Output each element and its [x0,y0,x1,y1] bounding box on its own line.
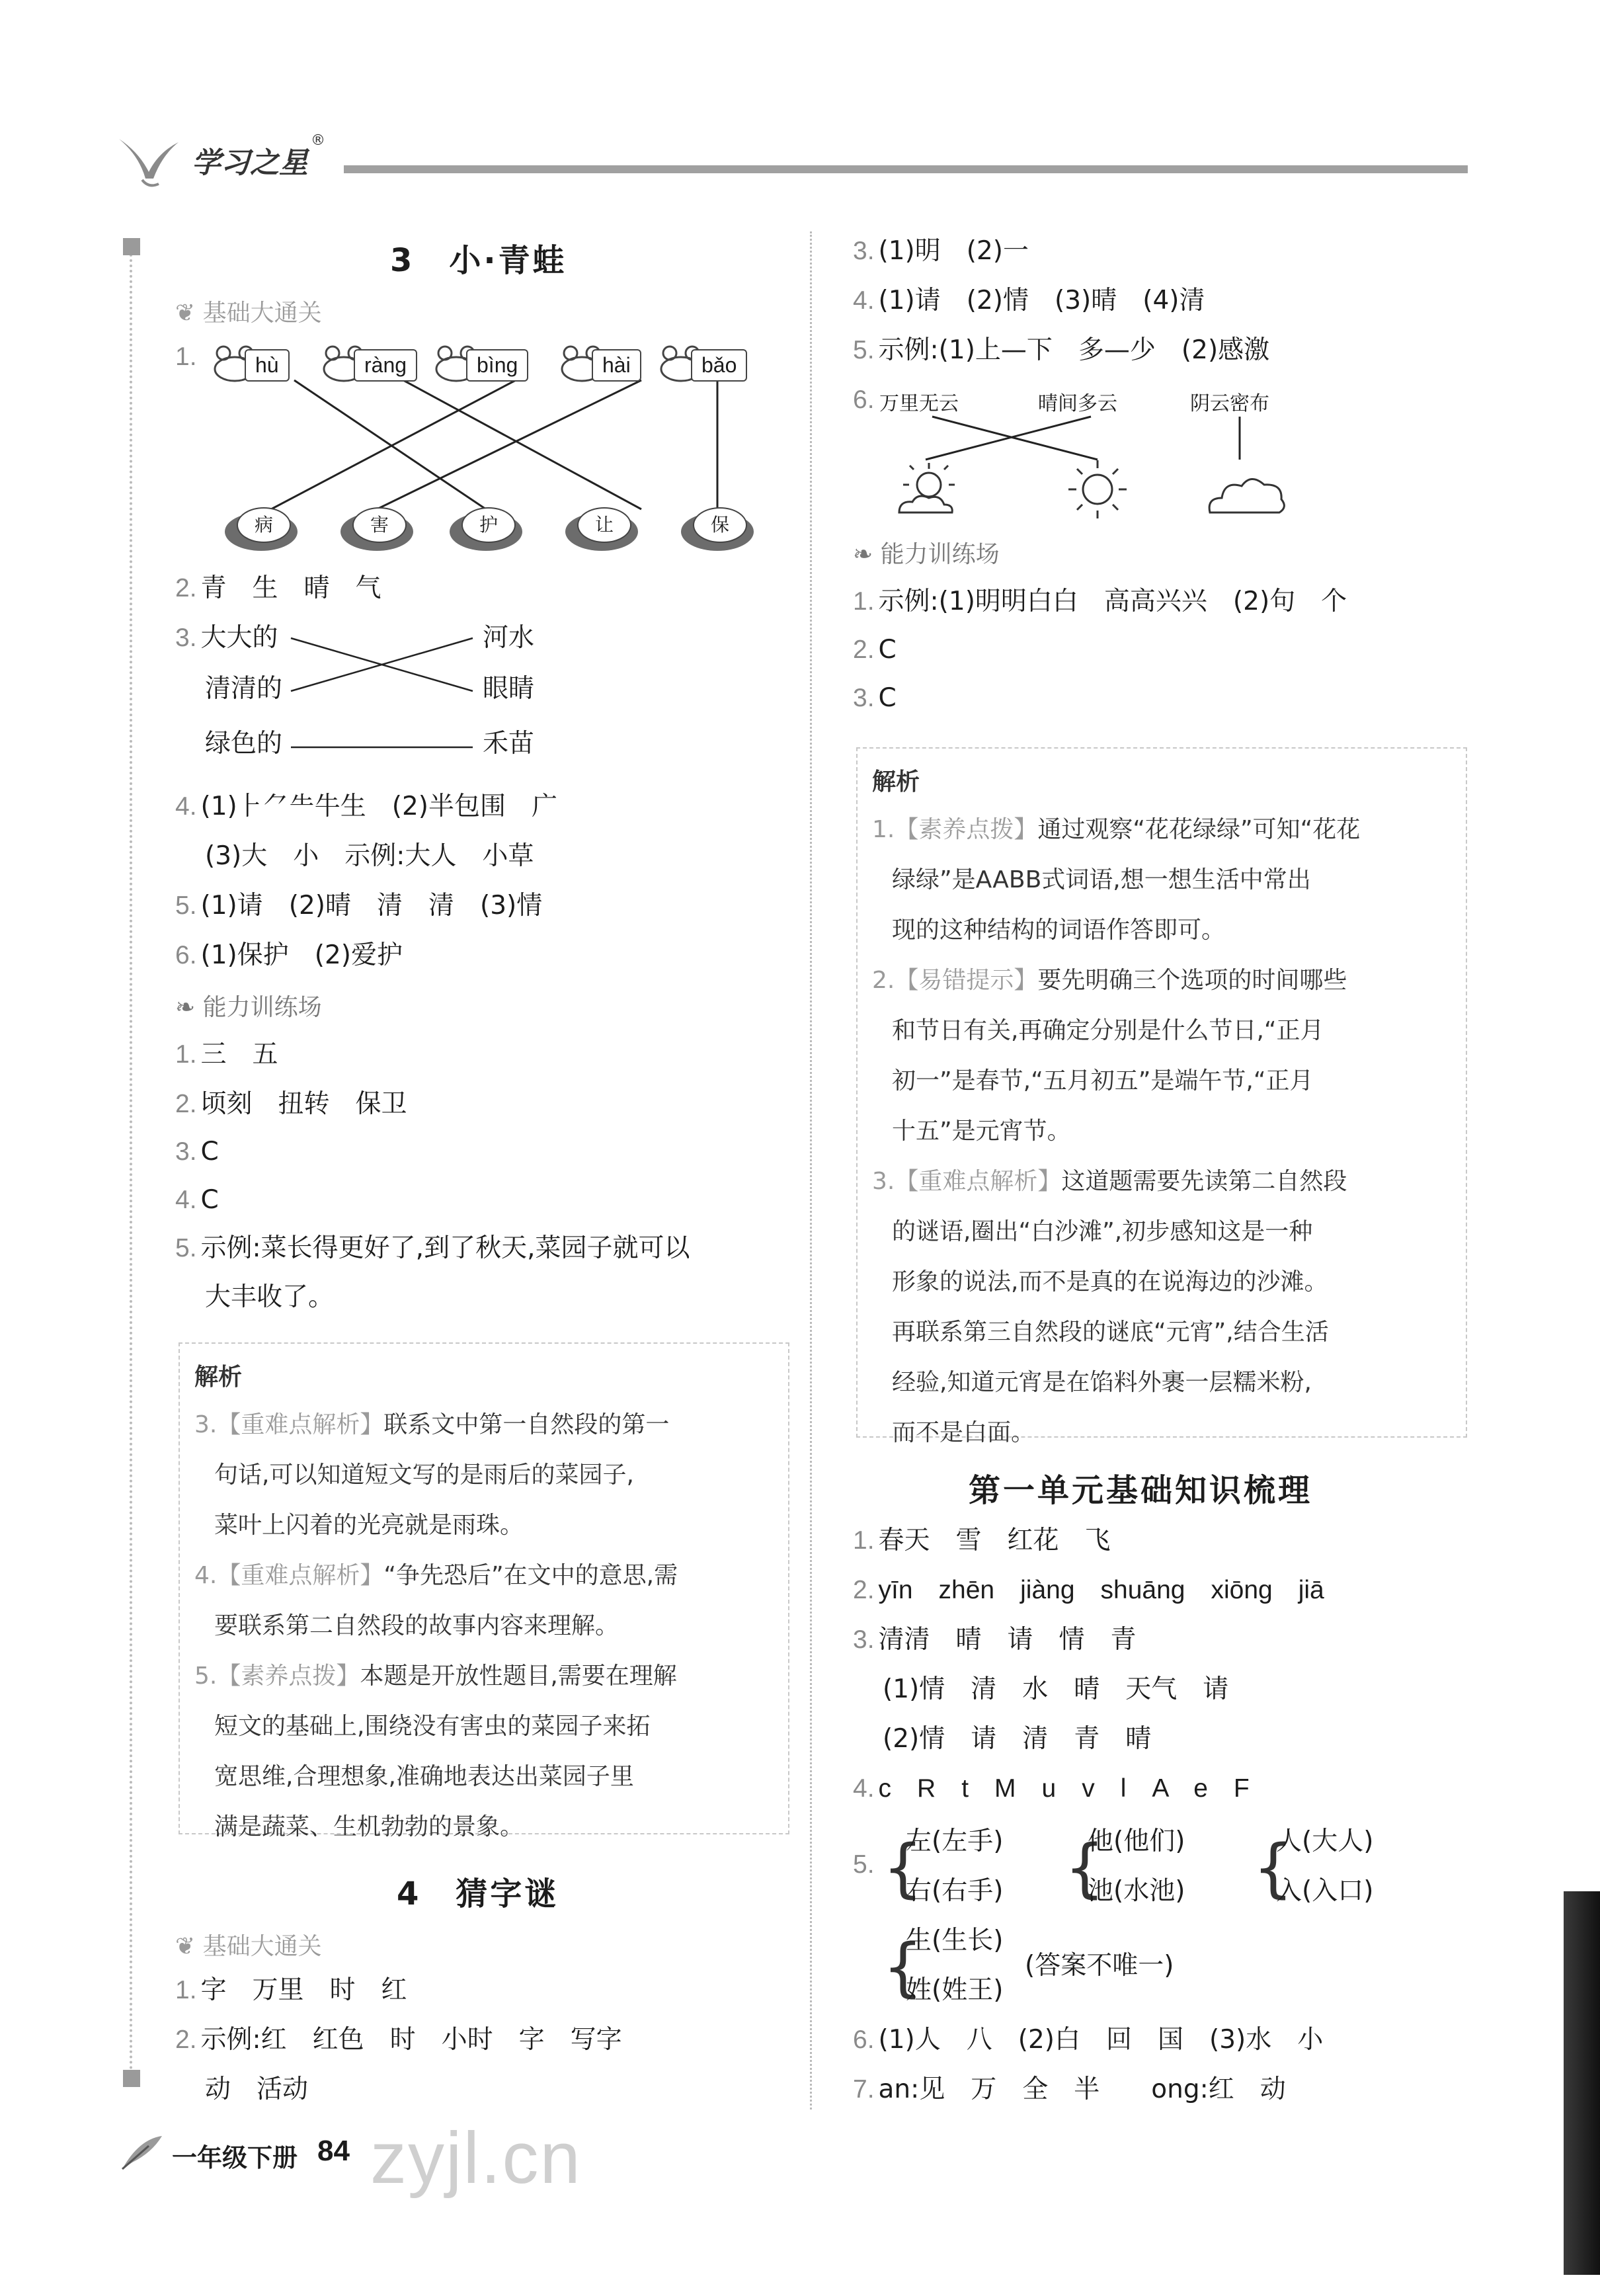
registered-mark: ® [311,132,325,149]
q2-answer: 2. 青 生 晴 气 [175,573,381,603]
section-4-title: 4 猜字谜 [397,1875,559,1912]
explanation-title: 解析 [872,768,920,796]
section-3-title: 3 小·青蛙 [390,242,567,279]
cloud-icon [1203,466,1289,519]
q4-answer-cont: (3)大 小 示例:大人 小草 [205,841,534,871]
q5-answer: 5. (1)请 (2)晴 清 清 (3)情 [175,891,543,921]
left-bar-cap-bottom [123,2070,140,2087]
header [112,119,1468,192]
u3-answer-1: (1)情 清 水 晴 天气 请 [883,1674,1229,1704]
q3-match-lines [284,628,483,760]
left-margin-bar [130,238,135,2076]
shell-icon: ❧ [853,541,881,568]
explanation-title: 解析 [194,1364,243,1391]
page-number: 84 [317,2135,350,2167]
lily-pad [450,512,522,551]
scan-shadow [1564,1891,1600,2275]
explanation-item: 1.【素养点拨】通过观察“花花绿绿”可知“花花 绿绿”是AABB式词语,想一想生活中常出 现的这种结构的词语作答即可。 2.【易错提示】要先明确三个选项的时间哪些 和节日有关,再确定分别是什么节日,“正月 初一”是春节,“五月初五”是端午节,“正月 十五”是元宵节。 3.【重难点解析】这道题需要先读第二自然段 的谜语,圈出“白沙滩”,初步感知这是一种 形象的说法,而不是真的在说海边的沙滩。 再联系第三自然段的谜底“元宵”,结合生活 经验,知道元宵是在馅料外裹一层糯米粉, 而不是白面。 [872,816,1361,1446]
feather-icon [119,2133,165,2172]
lily-pad [340,512,413,551]
u4-answer: 4. c R t M u v l A e F [853,1774,1250,1803]
u3-answer-2: (2)情 请 清 青 晴 [883,1724,1152,1754]
pinyin-card: hài [592,349,641,382]
a5-answer: 5. 示例:菜长得更好了,到了秋天,菜园子就可以 [175,1233,690,1263]
pinyin-card: bìng [466,349,528,382]
explanation-item: 3.【重难点解析】联系文中第一自然段的第一 句话,可以知道短文写的是雨后的菜园子, 菜叶上闪着的光亮就是雨珠。 4.【重难点解析】“争先恐后”在文中的意思,需 要联系第二自然段的故事内容来理解。 5.【素养点拨】本题是开放性题目,需要在理解 短文的基础上,围绕没有害虫的菜园子来拓 宽思维,合理想象,准确地表达出菜园子里 满是蔬菜、生机勃勃的景象。 [194,1411,678,1840]
brace-icon: { [883,1930,924,2004]
weather-label: 万里无云 [879,392,959,415]
lily-pad [681,512,754,551]
b1-answer: 1. 字 万里 时 红 [175,1975,407,2005]
r-a2-answer: 2. C [853,635,897,665]
grade-label: 一年级下册 [172,2143,298,2172]
char-on-pad: 保 [693,507,747,543]
r-q4-answer: 4. (1)请 (2)情 (3)晴 (4)清 [853,286,1205,315]
r-a1-answer: 1. 示例:(1)明明白白 高高兴兴 (2)句 个 [853,587,1347,616]
a3-answer: 3. C [175,1137,219,1167]
q3-number: 3. 大大的 [175,623,278,653]
pinyin-card: ràng [354,349,417,382]
a4-answer: 4. C [175,1185,219,1215]
shell-icon: ❧ [175,994,203,1021]
q3-right-2: 眼睛 [483,674,535,704]
r-q5-answer: 5. 示例:(1)上—下 多—少 (2)感激 [853,335,1270,365]
basic-heading-s3: ❦ 基础大通关 [175,300,322,327]
bird-logo-icon [112,126,185,192]
brace-icon: { [1253,1831,1294,1905]
q1-matching-diagram [205,337,800,555]
unit-review-title: 第一单元基础知识梳理 [969,1472,1313,1509]
footer [119,2116,714,2199]
partly-cloudy-icon [893,460,965,519]
q1-number: 1. [175,343,197,371]
explanation-box-right [856,747,1467,1446]
brace-icon: { [883,1831,924,1905]
char-on-pad: 害 [352,507,407,543]
a2-answer: 2. 顷刻 扭转 保卫 [175,1089,407,1119]
u7-answer: 7. an:见 万 全 半 ong:红 动 [853,2074,1286,2104]
r-a3-answer: 3. C [853,683,897,713]
b2-answer: 2. 示例:红 红色 时 小时 字 写字 [175,2025,622,2055]
u2-answer: 2. yīn zhēn jiàng shuāng xiōng jiā [853,1576,1324,1604]
header-rule [344,165,1468,173]
leaf-icon: ❦ [175,1933,203,1960]
char-on-pad: 病 [237,507,291,543]
brand-name: 学习之星 [192,146,308,180]
u6-answer: 6. (1)人 八 (2)白 回 国 (3)水 小 [853,2025,1324,2055]
char-on-pad: 护 [461,507,516,543]
basic-heading-s4: ❦ 基础大通关 [175,1933,322,1960]
q3-right-1: 河水 [483,623,535,653]
leaf-icon: ❦ [175,300,203,327]
char-on-pad: 让 [577,507,631,543]
pinyin-card: bǎo [691,349,747,382]
b2-answer-cont: 动 活动 [205,2074,309,2104]
u5-number: 5. [853,1850,875,1879]
ability-heading-right: ❧ 能力训练场 [853,541,1000,568]
u1-answer: 1. 春天 雪 红花 飞 [853,1526,1111,1555]
u3-answer: 3. 清清 晴 请 情 青 [853,1625,1137,1655]
lily-pad [225,512,298,551]
explanation-box-left [179,1342,789,1840]
q4-answer: 4. (1)⺊⺈⺧牛生 (2)半包围 广 [175,792,558,821]
lily-pad [565,512,638,551]
q6-answer: 6. (1)保护 (2)爱护 [175,940,403,970]
r-q3-answer: 3. (1)明 (2)一 [853,236,1029,266]
brace-icon: { [1064,1831,1105,1905]
a5-answer-cont: 大丰收了。 [205,1282,335,1312]
ability-heading-s3: ❧ 能力训练场 [175,994,322,1021]
pinyin-card: hù [245,349,290,382]
sun-icon [1064,456,1131,522]
weather-matching [879,380,1342,526]
watermark: zyjl.cn [370,2117,582,2199]
q3-left-2: 清清的 [205,674,283,704]
a1-answer: 1. 三 五 [175,1040,278,1069]
r-q6-number: 6. [853,386,875,414]
left-bar-cap-top [123,238,140,255]
weather-label: 晴间多云 [1038,392,1117,415]
weather-label: 阴云密布 [1190,392,1269,415]
column-divider [810,231,812,2110]
q3-left-3: 绿色的 [205,729,283,758]
q3-right-3: 禾苗 [483,729,535,758]
